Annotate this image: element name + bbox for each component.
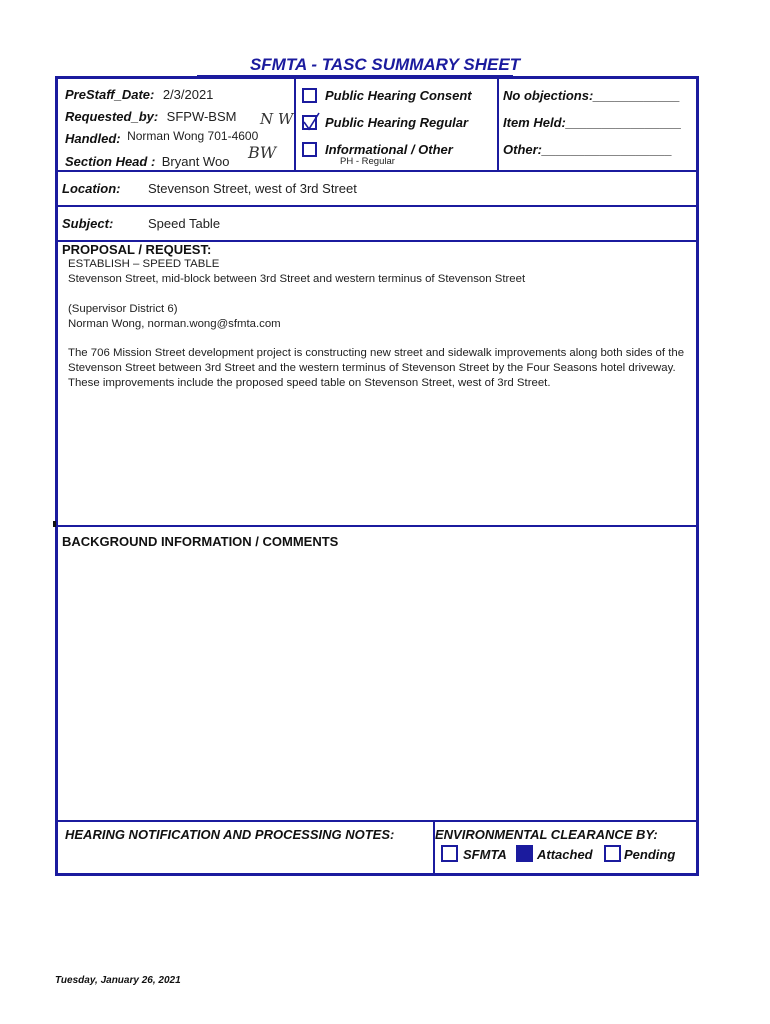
handled-label: Handled: bbox=[65, 131, 121, 146]
pending-label: Pending bbox=[624, 847, 676, 862]
item-held-field[interactable]: Item Held:________________ bbox=[503, 115, 682, 130]
header-divider-1 bbox=[294, 78, 296, 170]
background-top-rule bbox=[58, 525, 698, 527]
prestaff-date-field bbox=[65, 86, 213, 104]
location-value: Stevenson Street, west of 3rd Street bbox=[148, 181, 357, 196]
location-top-rule bbox=[58, 170, 698, 172]
prestaff-date-value: 2/3/2021 bbox=[162, 87, 214, 102]
subject-label: Subject: bbox=[62, 216, 114, 231]
sfmta-label: SFMTA bbox=[463, 847, 507, 862]
public-hearing-regular-label: Public Hearing Regular bbox=[325, 115, 469, 130]
requested-by-field bbox=[65, 108, 236, 126]
proposal-line1: ESTABLISH – SPEED TABLE bbox=[68, 258, 220, 270]
proposal-paragraph: The 706 Mission Street development project is constructing new street and sidewalk improvements along both sides of the Stevenson Street between 3rd Street and the western terminus of Stevenson Street by the Four Seasons hotel driveway. These improvements include the proposed speed table on Stevenson Street, west of 3rd Street. bbox=[68, 347, 685, 389]
notes-heading: HEARING NOTIFICATION AND PROCESSING NOTES: bbox=[65, 827, 395, 842]
subject-top-rule bbox=[58, 205, 698, 207]
requested-initials: N W bbox=[260, 110, 294, 128]
header-divider-2 bbox=[497, 78, 499, 170]
footer-date: Tuesday, January 26, 2021 bbox=[55, 975, 181, 986]
attached-label: Attached bbox=[537, 847, 593, 862]
proposal-heading: PROPOSAL / REQUEST: bbox=[62, 242, 212, 257]
section-head-label: Section Head : bbox=[65, 154, 156, 169]
proposal-contact: Norman Wong, norman.wong@sfmta.com bbox=[68, 318, 281, 330]
prestaff-date-label: PreStaff_Date: bbox=[65, 87, 155, 102]
location-label: Location: bbox=[62, 181, 121, 196]
section-head-field bbox=[65, 153, 229, 171]
other-field[interactable]: Other:__________________ bbox=[503, 142, 673, 157]
handled-field bbox=[65, 130, 258, 148]
section-head-value: Bryant Woo bbox=[161, 154, 230, 169]
proposal-district: (Supervisor District 6) bbox=[68, 303, 178, 315]
margin-tick bbox=[53, 521, 56, 527]
informational-checkbox[interactable] bbox=[302, 142, 317, 157]
page-title: SFMTA - TASC SUMMARY SHEET bbox=[249, 55, 521, 74]
hearing-note: PH - Regular bbox=[340, 156, 395, 167]
background-heading: BACKGROUND INFORMATION / COMMENTS bbox=[62, 534, 339, 549]
requested-by-value: SFPW-BSM bbox=[166, 109, 237, 124]
informational-label: Informational / Other bbox=[325, 142, 453, 157]
pending-checkbox[interactable] bbox=[604, 845, 621, 862]
requested-by-label: Requested_by: bbox=[65, 109, 159, 124]
notes-top-rule bbox=[58, 820, 698, 822]
handled-value: Norman Wong 701-4600 bbox=[127, 129, 259, 143]
section-head-initials: BW bbox=[248, 143, 277, 162]
summary-form-frame bbox=[55, 76, 699, 876]
attached-checkbox[interactable] bbox=[516, 845, 533, 862]
public-hearing-consent-label: Public Hearing Consent bbox=[325, 88, 472, 103]
checkmark-icon bbox=[300, 110, 322, 134]
subject-value: Speed Table bbox=[148, 216, 221, 231]
proposal-line2: Stevenson Street, mid-block between 3rd Street and western terminus of Stevenson Street bbox=[68, 273, 526, 285]
no-objections-field[interactable]: No objections:____________ bbox=[503, 88, 681, 103]
environmental-heading: ENVIRONMENTAL CLEARANCE BY: bbox=[435, 827, 658, 842]
sfmta-checkbox[interactable] bbox=[441, 845, 458, 862]
public-hearing-consent-checkbox[interactable] bbox=[302, 88, 317, 103]
